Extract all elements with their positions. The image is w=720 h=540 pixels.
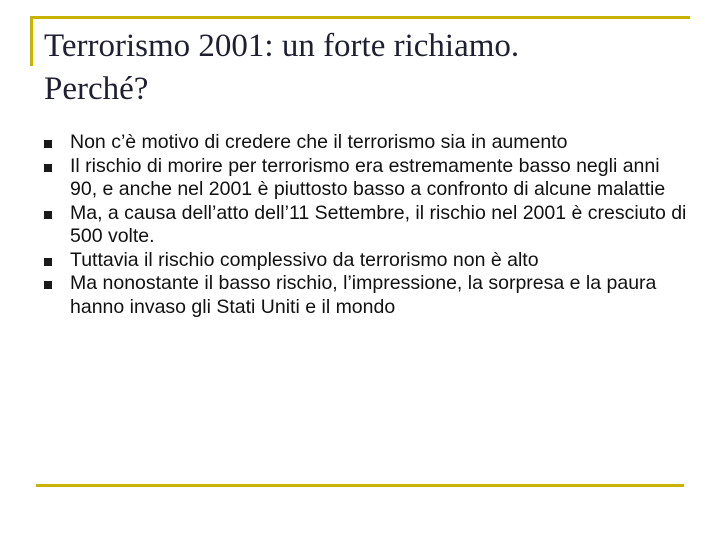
bullet-item: [44, 155, 690, 202]
bullet-item: [44, 272, 690, 319]
slide-title: [44, 25, 684, 111]
square-bullet-icon: [44, 281, 52, 289]
slide-title-line-1: Terrorismo 2001: un forte richiamo.: [44, 28, 520, 64]
bullet-item: [44, 131, 690, 155]
bullet-text: Non c’è motivo di credere che il terrorismo sia in aumento: [70, 131, 568, 153]
square-bullet-icon: [44, 164, 52, 172]
frame-bottom-rule: [36, 484, 684, 487]
square-bullet-icon: [44, 140, 52, 148]
bullet-item: [44, 202, 690, 249]
square-bullet-icon: [44, 258, 52, 266]
bullet-text: Il rischio di morire per terrorismo era estremamente basso negli anni 90, e anche nel 2001 è piuttosto basso a confronto di alcune malattie: [70, 154, 666, 200]
frame-left-rule: [30, 16, 33, 66]
frame-top-rule: [30, 16, 690, 19]
bullet-text: Tuttavia il rischio complessivo da terrorismo non è alto: [70, 248, 539, 271]
bullet-list: [44, 131, 690, 319]
bullet-text: Ma, a causa dell’atto dell’11 Settembre, il rischio nel 2001 è cresciuto di 500 volte.: [70, 201, 687, 247]
slide-title-line-2: Perché?: [44, 71, 149, 107]
bullet-text: Ma nonostante il basso rischio, l’impressione, la sorpresa e la paura hanno invaso gli Stati Uniti e il mondo: [70, 272, 657, 318]
bullet-item: [44, 249, 690, 273]
square-bullet-icon: [44, 211, 52, 219]
